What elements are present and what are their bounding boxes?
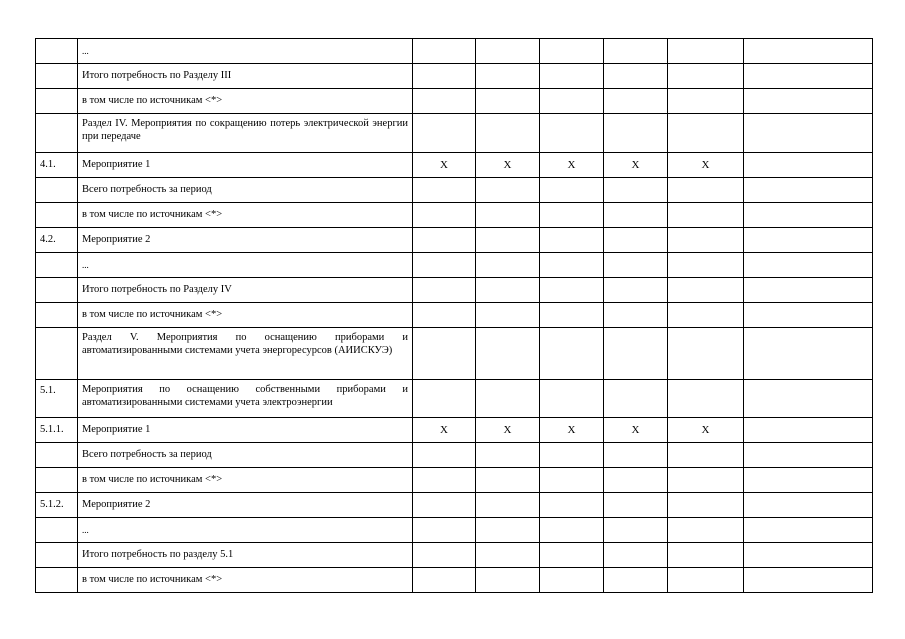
value-cell <box>413 380 476 418</box>
value-cell <box>540 89 604 114</box>
item-description-cell: в том числе по источникам <*> <box>78 568 413 593</box>
item-number-cell <box>36 64 78 89</box>
value-cell <box>604 228 668 253</box>
item-description-cell: Всего потребность за период <box>78 443 413 468</box>
value-cell <box>540 568 604 593</box>
value-cell <box>413 203 476 228</box>
value-cell <box>604 89 668 114</box>
item-number-cell: 4.2. <box>36 228 78 253</box>
item-number-cell: 5.1.2. <box>36 493 78 518</box>
item-number-cell <box>36 178 78 203</box>
item-number-cell <box>36 203 78 228</box>
value-cell <box>476 203 540 228</box>
value-cell <box>604 39 668 64</box>
value-cell <box>540 39 604 64</box>
item-description-cell: Мероприятие 1 <box>78 418 413 443</box>
item-number-cell <box>36 328 78 380</box>
value-cell <box>604 518 668 543</box>
value-cell <box>668 568 744 593</box>
table-row <box>36 518 873 543</box>
item-description-cell: в том числе по источникам <*> <box>78 468 413 493</box>
value-cell <box>744 568 873 593</box>
value-cell <box>476 543 540 568</box>
table-row <box>36 380 873 418</box>
value-cell <box>668 543 744 568</box>
item-description-cell: в том числе по источникам <*> <box>78 89 413 114</box>
value-cell <box>604 380 668 418</box>
item-number-cell <box>36 253 78 278</box>
value-cell <box>413 253 476 278</box>
value-cell <box>413 443 476 468</box>
item-description-cell: Итого потребность по Разделу III <box>78 64 413 89</box>
item-description-cell: Мероприятие 2 <box>78 493 413 518</box>
value-cell <box>668 64 744 89</box>
value-cell <box>476 253 540 278</box>
value-cell <box>540 253 604 278</box>
item-description-cell: ... <box>78 39 413 64</box>
table-row <box>36 178 873 203</box>
item-number-cell <box>36 518 78 543</box>
value-cell: X <box>540 153 604 178</box>
value-cell <box>476 39 540 64</box>
value-cell <box>604 203 668 228</box>
value-cell <box>744 328 873 380</box>
value-cell <box>744 178 873 203</box>
table-row <box>36 468 873 493</box>
value-cell <box>540 278 604 303</box>
value-cell <box>476 568 540 593</box>
value-cell <box>668 443 744 468</box>
item-description-cell: в том числе по источникам <*> <box>78 203 413 228</box>
value-cell <box>668 278 744 303</box>
item-number-cell <box>36 568 78 593</box>
value-cell <box>476 114 540 153</box>
value-cell <box>604 328 668 380</box>
value-cell <box>668 114 744 153</box>
item-number-cell <box>36 543 78 568</box>
value-cell: X <box>668 153 744 178</box>
value-cell <box>540 468 604 493</box>
value-cell <box>476 228 540 253</box>
table-row <box>36 114 873 153</box>
item-number-cell: 4.1. <box>36 153 78 178</box>
item-description-cell: в том числе по источникам <*> <box>78 303 413 328</box>
value-cell <box>476 328 540 380</box>
table-row <box>36 39 873 64</box>
value-cell <box>668 203 744 228</box>
table-row <box>36 228 873 253</box>
value-cell <box>604 303 668 328</box>
value-cell <box>413 568 476 593</box>
value-cell <box>744 543 873 568</box>
value-cell <box>744 303 873 328</box>
value-cell <box>540 114 604 153</box>
item-number-cell: 5.1.1. <box>36 418 78 443</box>
value-cell <box>413 328 476 380</box>
item-number-cell: 5.1. <box>36 380 78 418</box>
item-number-cell <box>36 303 78 328</box>
value-cell <box>540 178 604 203</box>
value-cell <box>604 443 668 468</box>
value-cell <box>668 253 744 278</box>
item-number-cell <box>36 278 78 303</box>
value-cell <box>744 203 873 228</box>
value-cell <box>668 328 744 380</box>
value-cell <box>540 493 604 518</box>
value-cell <box>540 543 604 568</box>
value-cell <box>413 89 476 114</box>
section-heading-cell: Раздел V. Мероприятия по оснащению приборами и автоматизированными системами учета энергоресурсов (АИИСКУЭ) <box>78 328 413 380</box>
value-cell <box>604 114 668 153</box>
value-cell <box>476 178 540 203</box>
value-cell <box>413 303 476 328</box>
table-row <box>36 418 873 443</box>
value-cell <box>744 114 873 153</box>
value-cell <box>540 303 604 328</box>
table-row <box>36 89 873 114</box>
table-row <box>36 253 873 278</box>
value-cell <box>668 303 744 328</box>
value-cell <box>413 64 476 89</box>
item-description-cell: Мероприятие 1 <box>78 153 413 178</box>
value-cell <box>668 89 744 114</box>
item-number-cell <box>36 468 78 493</box>
value-cell <box>413 39 476 64</box>
table-row <box>36 278 873 303</box>
value-cell <box>668 380 744 418</box>
item-number-cell <box>36 443 78 468</box>
value-cell <box>413 518 476 543</box>
table-row <box>36 328 873 380</box>
value-cell <box>668 39 744 64</box>
value-cell <box>413 178 476 203</box>
table-row <box>36 203 873 228</box>
value-cell <box>413 228 476 253</box>
value-cell <box>476 64 540 89</box>
item-description-cell: Всего потребность за период <box>78 178 413 203</box>
value-cell: X <box>668 418 744 443</box>
value-cell <box>604 468 668 493</box>
value-cell <box>744 418 873 443</box>
value-cell <box>604 543 668 568</box>
value-cell <box>540 64 604 89</box>
value-cell <box>668 518 744 543</box>
table-row <box>36 543 873 568</box>
value-cell <box>604 253 668 278</box>
value-cell: X <box>413 153 476 178</box>
value-cell: X <box>476 153 540 178</box>
item-number-cell <box>36 89 78 114</box>
value-cell <box>540 380 604 418</box>
table-row <box>36 303 873 328</box>
value-cell <box>668 178 744 203</box>
value-cell <box>668 228 744 253</box>
value-cell <box>540 518 604 543</box>
value-cell <box>413 278 476 303</box>
value-cell <box>540 203 604 228</box>
section-heading-cell: Раздел IV. Мероприятия по сокращению потерь электрической энергии при передаче <box>78 114 413 153</box>
value-cell <box>744 493 873 518</box>
value-cell <box>413 543 476 568</box>
table-row <box>36 153 873 178</box>
value-cell <box>604 493 668 518</box>
item-number-cell <box>36 39 78 64</box>
value-cell <box>744 253 873 278</box>
item-description-cell: Мероприятие 2 <box>78 228 413 253</box>
table-row <box>36 64 873 89</box>
value-cell <box>476 380 540 418</box>
value-cell <box>476 303 540 328</box>
value-cell <box>604 178 668 203</box>
item-description-cell: Итого потребность по разделу 5.1 <box>78 543 413 568</box>
value-cell <box>540 443 604 468</box>
value-cell <box>744 518 873 543</box>
value-cell <box>413 468 476 493</box>
table-row <box>36 568 873 593</box>
value-cell: X <box>540 418 604 443</box>
value-cell <box>744 443 873 468</box>
program-measures-table <box>35 38 873 593</box>
table-row <box>36 493 873 518</box>
value-cell <box>744 278 873 303</box>
value-cell: X <box>476 418 540 443</box>
value-cell <box>476 443 540 468</box>
value-cell <box>668 468 744 493</box>
value-cell <box>413 114 476 153</box>
value-cell: X <box>604 153 668 178</box>
value-cell <box>413 493 476 518</box>
item-number-cell <box>36 114 78 153</box>
table-row <box>36 443 873 468</box>
value-cell <box>476 518 540 543</box>
value-cell <box>744 153 873 178</box>
value-cell <box>540 328 604 380</box>
value-cell <box>476 493 540 518</box>
value-cell <box>744 468 873 493</box>
value-cell: X <box>604 418 668 443</box>
item-description-cell: Итого потребность по Разделу IV <box>78 278 413 303</box>
value-cell <box>476 89 540 114</box>
value-cell <box>744 89 873 114</box>
value-cell <box>476 468 540 493</box>
item-description-cell: Мероприятия по оснащению собственными приборами и автоматизированными системами учета электроэнергии <box>78 380 413 418</box>
value-cell <box>744 380 873 418</box>
value-cell <box>476 278 540 303</box>
item-description-cell: ... <box>78 518 413 543</box>
value-cell <box>668 493 744 518</box>
value-cell <box>604 278 668 303</box>
value-cell <box>744 64 873 89</box>
item-description-cell: ... <box>78 253 413 278</box>
value-cell <box>604 64 668 89</box>
value-cell <box>604 568 668 593</box>
value-cell <box>744 228 873 253</box>
value-cell <box>744 39 873 64</box>
value-cell <box>540 228 604 253</box>
value-cell: X <box>413 418 476 443</box>
